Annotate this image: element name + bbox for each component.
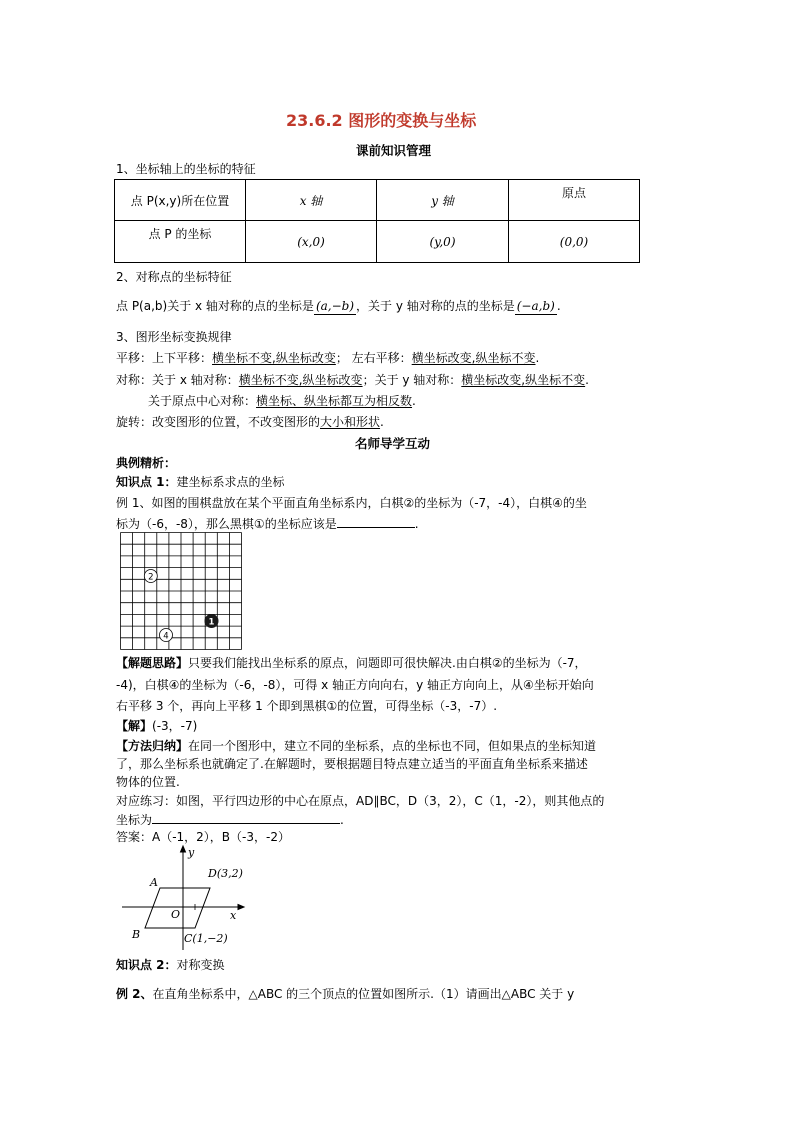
practice-line2-text: 坐标为 [116,813,153,827]
s1-heading: 1、坐标轴上的坐标的特征 [116,162,256,176]
ex2-text: 在直角坐标系中，△ABC 的三个顶点的位置如图所示.（1）请画出△ABC 关于 y [152,987,575,1001]
origin-label: O [171,908,181,921]
solution-text: (-3，-7) [152,719,198,733]
parallelogram-graph [120,844,260,952]
method-line2: 了，那么坐标系也就确定了.在解题时，要根据题目特点建立适当的平面直角坐标系来描述 [116,757,588,771]
board-grid [121,533,242,650]
method-line3: 物体的位置. [116,775,180,789]
point-b-label: B [132,928,141,941]
s3-sym-b: 横坐标改变,纵坐标不变 [461,373,586,387]
solve-idea-line1 [116,655,587,671]
table-cell [377,221,509,263]
practice-answer: 答案：A（-1，2），B（-3，-2） [116,830,290,844]
s3-rotate [116,414,384,430]
s3-center-label: 关于原点中心对称： [148,394,257,408]
y-axis-label: y [188,846,195,859]
s3-sym-a: 横坐标不变,纵坐标改变 [238,373,363,387]
kp2-label: 知识点 2： [116,958,177,972]
s2-text-b: ，关于 y 轴对称的点的坐标是 [356,299,515,313]
table-cell-text: y 轴 [431,193,454,208]
s3-rotate-label: 旋转：改变图形的位置，不改变图形的 [116,415,321,429]
s2-text-a: 点 P(a,b)关于 x 轴对称的点的坐标是 [116,299,314,313]
s2-end: . [556,299,561,313]
white-stone-2-label: 2 [148,572,154,583]
s3-sym-label: 对称：关于 x 轴对称： [116,373,239,387]
solve-idea-text1: 只要我们能找出坐标系的原点，问题即可很快解决.由白棋②的坐标为（-7， [188,656,587,670]
kp1-line [116,474,285,490]
s3-center-end: . [412,394,416,408]
s3-translate-mid: ； 左右平移： [335,351,412,365]
black-stone-1 [205,614,219,628]
kp2-text: 对称变换 [176,958,225,972]
section-heading-pre-class: 课前知识管理 [356,143,432,158]
white-stone-2 [144,570,157,583]
table-cell-text: x 轴 [299,193,323,208]
answer-blank [337,515,415,528]
solution-label: 【解】 [116,719,153,733]
s3-translate-label: 平移：上下平移： [116,351,213,365]
method-line1 [116,738,596,754]
kp1-text: 建坐标系求点的坐标 [176,475,285,489]
table-cell [246,180,377,221]
table-cell [246,221,377,263]
axis-feature-table [114,179,640,263]
table-cell-text: (0,0) [559,234,589,249]
ex2-line [116,986,574,1002]
white-stone-4 [160,629,173,642]
go-board [120,532,242,650]
kp1-label: 知识点 1： [116,475,177,489]
solve-idea-line3: 右平移 3 个，再向上平移 1 个即到黑棋①的位置，可得坐标（-3，-7）. [116,699,498,713]
answer-blank-y-sym: (−a,b) [516,299,555,313]
y-axis-arrow [181,846,186,852]
answer-blank [152,811,340,824]
s3-sym-end: . [585,373,589,387]
s3-translate-a: 横坐标不变,纵坐标改变 [212,351,336,365]
ex2-label: 例 2、 [116,987,153,1001]
section-heading-guide: 名师导学互动 [355,436,431,451]
s3-sym-mid: ；关于 y 轴对称： [362,373,462,387]
ex1-line2-text: 标为（-6，-8），那么黑棋①的坐标应该是 [116,517,337,531]
examples-heading: 典例精析： [116,456,177,470]
table-cell [377,180,509,221]
table-row-label: 点 P(x,y)所在位置 [115,180,246,221]
s3-rotate-end: . [380,415,384,429]
s3-translate [116,350,539,366]
ex1-line2 [116,515,419,532]
s2-sentence [116,298,561,315]
kp2-line [116,957,225,973]
s2-heading: 2、对称点的坐标特征 [116,270,232,284]
method-label: 【方法归纳】 [116,739,189,753]
point-c-label: C(1,−2) [184,932,228,945]
solve-idea-label: 【解题思路】 [116,656,189,670]
table-cell [509,221,640,263]
solution-line [116,718,197,734]
point-a-label: A [150,876,158,889]
s3-symmetry [116,372,589,388]
practice-line1: 对应练习：如图，平行四边形的中心在原点，AD∥BC，D（3，2），C（1，-2），则其他点的 [116,794,605,808]
s3-rotate-a: 大小和形状 [320,415,381,429]
s3-center-a: 横坐标、纵坐标都互为相反数 [256,394,413,408]
x-axis-label: x [230,909,237,922]
point-d-label: D(3,2) [208,867,243,880]
table-cell: 原点 [509,180,640,221]
page-title: 23.6.2 图形的变换与坐标 [286,111,477,130]
ex1-line1: 例 1、如图的围棋盘放在某个平面直角坐标系内，白棋②的坐标为（-7，-4），白棋④的坐 [116,496,587,510]
s3-translate-end: . [535,351,540,365]
ex1-line2-end: . [414,517,419,531]
tick-marks [180,888,195,928]
x-axis-arrow [238,905,244,910]
s3-center [148,393,416,409]
practice-line2-end: . [340,813,344,827]
black-stone-1-label: 1 [208,617,215,628]
table-row-label: 点 P 的坐标 [115,221,246,263]
method-text1: 在同一个图形中，建立不同的坐标系，点的坐标也不同，但如果点的坐标知道 [188,739,597,753]
white-stone-4-label: 4 [163,631,169,642]
table-cell-text: (x,0) [297,234,325,249]
table-cell-text: (y,0) [429,234,456,249]
practice-line2 [116,811,344,828]
solve-idea-line2: -4)，白棋④的坐标为（-6，-8），可得 x 轴正方向向右，y 轴正方向向上，从④坐标开始向 [116,678,594,692]
s3-heading: 3、图形坐标变换规律 [116,330,232,344]
s3-translate-b: 横坐标改变,纵坐标不变 [411,351,536,365]
answer-blank-x-sym: (a,−b) [315,299,355,313]
